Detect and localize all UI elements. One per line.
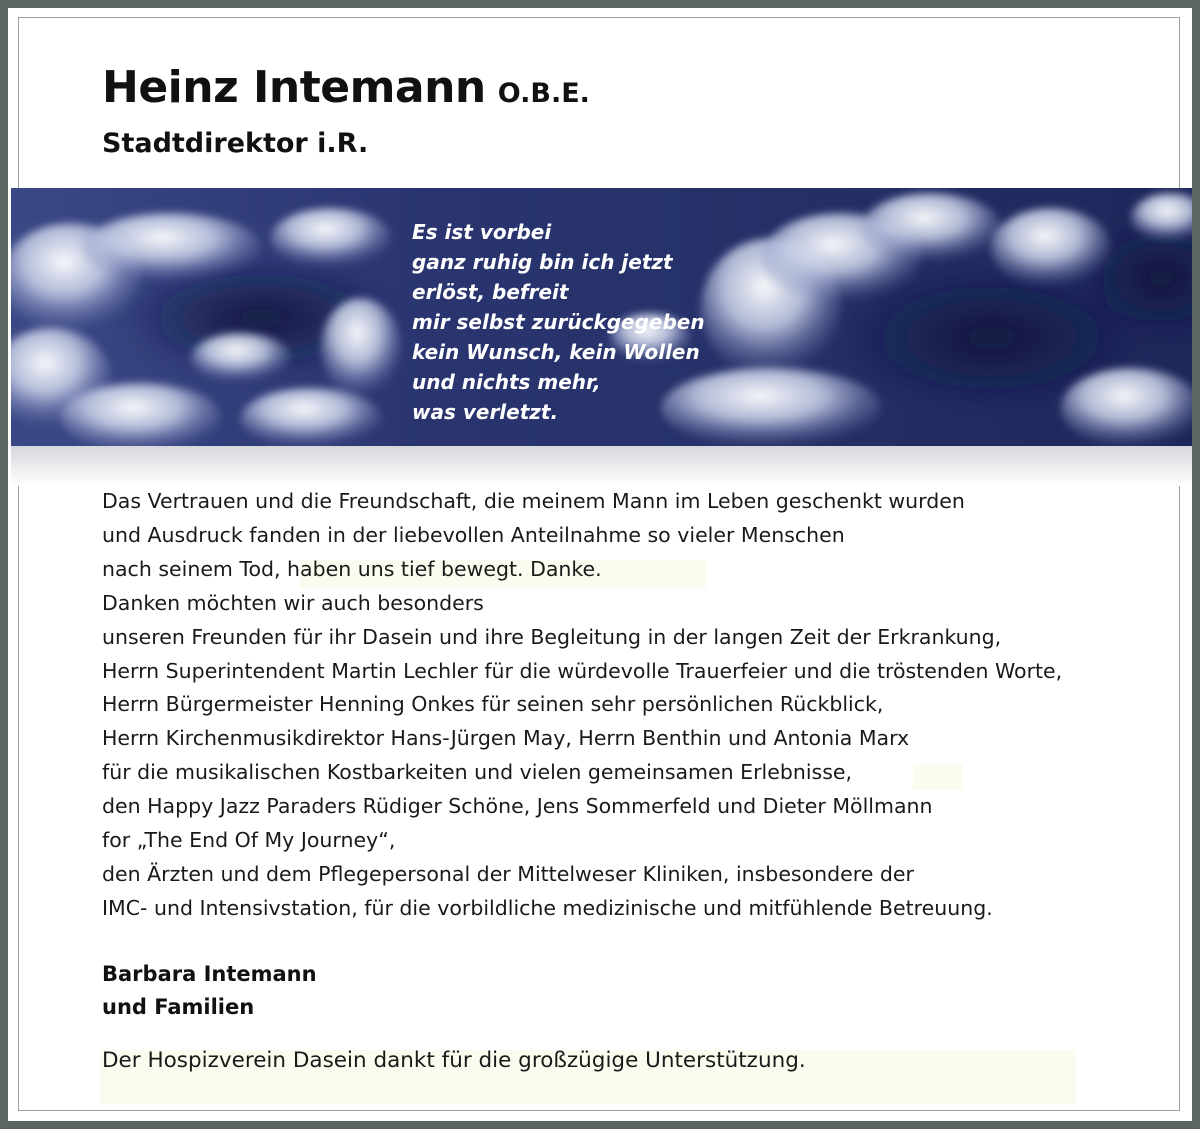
- text-line: für die musikalischen Kostbarkeiten und vielen gemeinsamen Erlebnisse,: [102, 760, 853, 785]
- deceased-name: Heinz Intemann: [102, 62, 486, 113]
- honour-title: O.B.E.: [497, 78, 590, 109]
- poem-line: und nichts mehr,: [412, 370, 601, 394]
- poem-line: was verletzt.: [412, 400, 559, 424]
- text-line: unseren Freunden für ihr Dasein und ihre Begleitung in der langen Zeit der Erkrankung,: [102, 624, 1002, 649]
- poem: [412, 217, 705, 427]
- text-line: nach seinem Tod, haben uns tief bewegt. Danke.: [102, 556, 602, 581]
- text-line: Danken möchten wir auch besonders: [102, 590, 484, 615]
- signature-line: und Familien: [102, 995, 255, 1019]
- thanks-text: [102, 485, 1062, 926]
- deceased-position: Stadtdirektor i.R.: [102, 128, 369, 159]
- signature: [102, 958, 317, 1024]
- poem-line: kein Wunsch, kein Wollen: [412, 340, 700, 364]
- text-line: und Ausdruck fanden in der liebevollen Anteilnahme so vieler Menschen: [102, 522, 845, 547]
- poem-line: ganz ruhig bin ich jetzt: [412, 250, 673, 274]
- notice-frame: [8, 8, 1192, 1121]
- signature-line: Barbara Intemann: [102, 962, 317, 986]
- poem-line: Es ist vorbei: [412, 220, 552, 244]
- poem-line: mir selbst zurückgegeben: [412, 310, 705, 334]
- text-line: Das Vertrauen und die Freundschaft, die meinem Mann im Leben geschenkt wurden: [102, 489, 965, 513]
- text-line: Herrn Kirchenmusikdirektor Hans-Jürgen May, Herrn Benthin und Antonia Marx: [102, 726, 910, 751]
- banner-fade: [11, 446, 1192, 486]
- text-line: for „The End Of My Journey“,: [102, 828, 396, 853]
- header: [102, 62, 590, 113]
- text-line: IMC- und Intensivstation, für die vorbildliche medizinische und mitfühlende Betreuung.: [102, 895, 993, 920]
- text-line: den Happy Jazz Paraders Rüdiger Schöne, Jens Sommerfeld und Dieter Möllmann: [102, 794, 933, 819]
- text-line: den Ärzten und dem Pflegepersonal der Mittelweser Kliniken, insbesondere der: [102, 861, 914, 886]
- hospice-note: Der Hospizverein Dasein dankt für die großzügige Unterstützung.: [102, 1048, 806, 1073]
- text-line: Herrn Superintendent Martin Lechler für die würdevolle Trauerfeier und die tröstenden Worte,: [102, 658, 1063, 683]
- text-line: Herrn Bürgermeister Henning Onkes für seinen sehr persönlichen Rückblick,: [102, 692, 884, 717]
- poem-line: erlöst, befreit: [412, 280, 569, 304]
